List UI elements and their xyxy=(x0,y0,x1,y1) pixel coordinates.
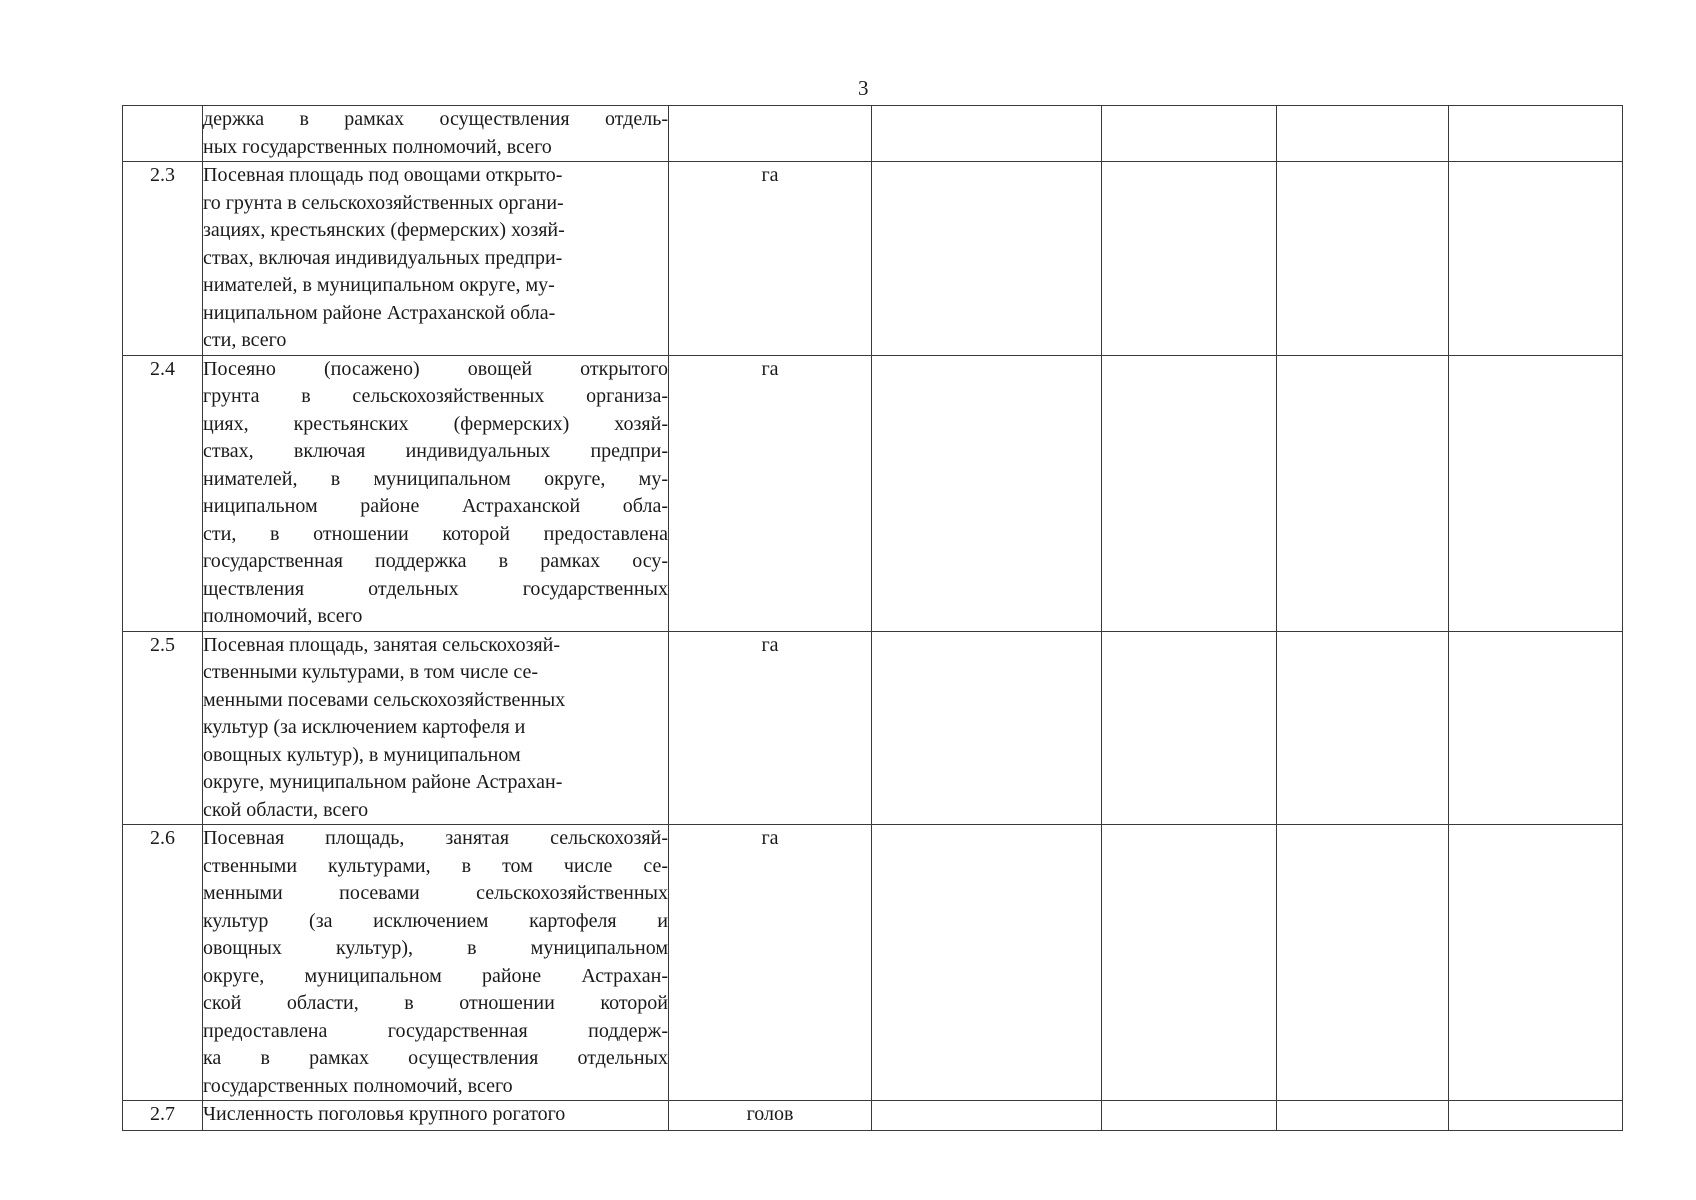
description-line: ствах, включая индивидуальных предпри- xyxy=(203,440,668,462)
description-line: ка в рамках осуществления отдельных xyxy=(203,1047,668,1069)
row-number: 2.5 xyxy=(123,631,203,825)
value-cell[interactable] xyxy=(872,825,1102,1101)
value-cell[interactable] xyxy=(1277,355,1449,631)
table-body xyxy=(123,106,1623,1131)
unit-of-measure: га xyxy=(669,631,872,825)
indicator-description xyxy=(203,1101,669,1131)
value-cell[interactable] xyxy=(1277,162,1449,356)
row-number: 2.3 xyxy=(123,162,203,356)
description-line: ниципальном районе Астраханской обла- xyxy=(203,301,556,324)
value-cell[interactable] xyxy=(872,355,1102,631)
description-line: менными посевами сельскохозяйственных xyxy=(203,882,668,904)
indicator-description xyxy=(203,106,669,162)
value-cell[interactable] xyxy=(1449,355,1623,631)
description-line: сти, всего xyxy=(203,329,287,351)
description-line: Посеяно (посажено) овощей открытого xyxy=(203,357,668,380)
table-row xyxy=(123,162,1623,356)
value-cell[interactable] xyxy=(1277,825,1449,1101)
row-number: 2.7 xyxy=(123,1101,203,1131)
indicator-description xyxy=(203,355,669,631)
description-line: ственными культурами, в том числе се- xyxy=(203,854,668,877)
description-line: Посевная площадь, занятая сельскохозяй- xyxy=(203,827,668,849)
unit-of-measure xyxy=(669,106,872,162)
value-cell[interactable] xyxy=(1449,631,1623,825)
unit-of-measure: га xyxy=(669,825,872,1101)
description-line: культур (за исключением картофеля и xyxy=(203,716,526,738)
page-number: 3 xyxy=(858,76,869,100)
description-line: циях, крестьянских (фермерских) хозяй- xyxy=(203,412,668,435)
description-line: государственная поддержка в рамках осу- xyxy=(203,550,668,572)
value-cell[interactable] xyxy=(1102,825,1277,1101)
description-line: ской области, всего xyxy=(203,798,369,821)
value-cell[interactable] xyxy=(1277,106,1449,162)
value-cell[interactable] xyxy=(872,162,1102,356)
unit-of-measure: га xyxy=(669,355,872,631)
description-line: ниципальном районе Астраханской обла- xyxy=(203,495,668,517)
table-row xyxy=(123,825,1623,1101)
description-line: менными посевами сельскохозяйственных xyxy=(203,688,566,711)
description-line: овощных культур), в муниципальном xyxy=(203,937,668,959)
value-cell[interactable] xyxy=(872,631,1102,825)
row-number: 2.4 xyxy=(123,355,203,631)
indicators-table xyxy=(122,105,1623,1131)
value-cell[interactable] xyxy=(1102,106,1277,162)
description-line: ской области, в отношении которой xyxy=(203,992,668,1014)
row-number xyxy=(123,106,203,162)
value-cell[interactable] xyxy=(1277,1101,1449,1131)
description-line: го грунта в сельскохозяйственных органи- xyxy=(203,191,564,214)
indicator-description xyxy=(203,825,669,1101)
description-line: ных государственных полномочий, всего xyxy=(203,135,552,158)
description-line: округе, муниципальном районе Астрахан- xyxy=(203,771,563,793)
description-line: ствах, включая индивидуальных предпри- xyxy=(203,246,563,269)
value-cell[interactable] xyxy=(872,1101,1102,1131)
description-line: нимателей, в муниципальном округе, му- xyxy=(203,467,668,490)
value-cell[interactable] xyxy=(1449,162,1623,356)
unit-of-measure: га xyxy=(669,162,872,356)
description-line: культур (за исключением картофеля и xyxy=(203,909,668,932)
row-number: 2.6 xyxy=(123,825,203,1101)
description-line: государственных полномочий, всего xyxy=(203,1074,513,1097)
description-line: Численность поголовья крупного рогатого xyxy=(203,1103,566,1125)
table-row xyxy=(123,631,1623,825)
table-row xyxy=(123,355,1623,631)
description-line: нимателей, в муниципальном округе, му- xyxy=(203,274,555,296)
value-cell[interactable] xyxy=(1449,106,1623,162)
description-line: Посевная площадь под овощами открыто- xyxy=(203,164,563,186)
table-row xyxy=(123,106,1623,162)
indicator-description xyxy=(203,162,669,356)
value-cell[interactable] xyxy=(1102,355,1277,631)
description-line: держка в рамках осуществления отдель- xyxy=(203,108,668,130)
description-line: грунта в сельскохозяйственных организа- xyxy=(203,385,668,407)
value-cell[interactable] xyxy=(1102,631,1277,825)
description-line: ществления отдельных государственных xyxy=(203,577,668,600)
value-cell[interactable] xyxy=(1102,1101,1277,1131)
table-row xyxy=(123,1101,1623,1131)
description-line: полномочий, всего xyxy=(203,605,363,627)
description-line: зациях, крестьянских (фермерских) хозяй- xyxy=(203,219,565,241)
description-line: овощных культур), в муниципальном xyxy=(203,743,521,766)
description-line: предоставлена государственная поддерж- xyxy=(203,1019,668,1042)
value-cell[interactable] xyxy=(1102,162,1277,356)
description-line: ственными культурами, в том числе се- xyxy=(203,661,538,683)
description-line: округе, муниципальном районе Астрахан- xyxy=(203,964,668,987)
unit-of-measure: голов xyxy=(669,1101,872,1131)
description-line: Посевная площадь, занятая сельскохозяй- xyxy=(203,633,561,656)
value-cell[interactable] xyxy=(1449,825,1623,1101)
value-cell[interactable] xyxy=(1277,631,1449,825)
indicator-description xyxy=(203,631,669,825)
value-cell[interactable] xyxy=(872,106,1102,162)
description-line: сти, в отношении которой предоставлена xyxy=(203,522,668,545)
value-cell[interactable] xyxy=(1449,1101,1623,1131)
